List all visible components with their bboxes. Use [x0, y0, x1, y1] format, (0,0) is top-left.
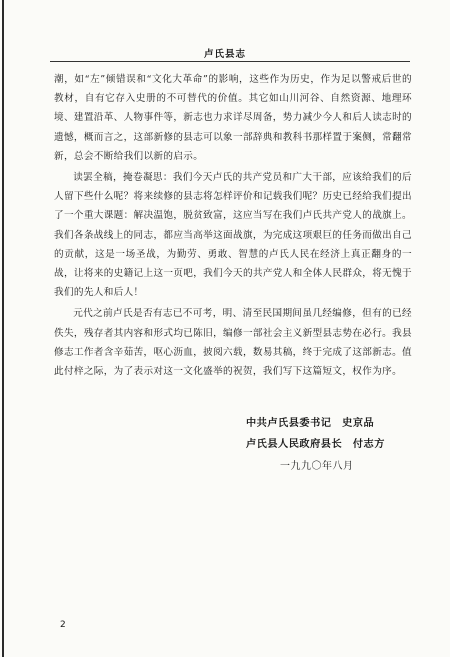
body-text	[54, 70, 412, 381]
page-number: 2	[60, 620, 66, 630]
paragraph-1: 潮，如“左”倾错误和“文化大革命”的影响，这些作为历史，作为足以警戒后世的教材，自有它存入史册的不可替代的价值。其它如山川河谷、自然资源、地理环境、建置沿革、人物事件等，新志也力求详尽周备，势力减少今人和后人读志时的遗憾，概而言之，这部新修的县志可以象一部辞典和教科书那样置于案侧，常翻常新，总会不断给我们以新的启示。	[54, 74, 412, 162]
signature-county-head: 卢氏县人民政府县长 付志方	[246, 438, 385, 450]
page-binding-edge	[2, 0, 4, 657]
paragraph-2: 读罢全稿，掩卷凝思：我们今天卢氏的共产党员和广大干部，应该给我们的后人留下些什么呢？将来续修的县志将怎样评价和记载我们呢？历史已经给我们提出了一个重大课题：解决温饱，脱贫致富，这应当写在我们卢氏共产党人的战旗上。我们各条战线上的同志，都应当高举这面战旗，为完成这项艰巨的任务而做出自己的贡献，这是一场圣战，为勤劳、勇敢、智慧的卢氏人民在经济上真正翻身的一战，让将来的史籍记上这一页吧，我们今天的共产党人和全体人民群众，将无愧于我们的先人和后人！	[54, 172, 412, 299]
header-rule	[50, 61, 410, 62]
running-header-title: 卢氏县志	[203, 49, 246, 60]
signature-date: 一九九〇年八月	[280, 461, 354, 472]
paragraph-3: 元代之前卢氏是否有志已不可考，明、清至民国期间虽几经编修，但有的已经佚失，残存者其内容和形式均已陈旧，编修一部社会主义新型县志势在必行。我县修志工作者含辛茹苦，呕心沥血，披阅六载，数易其稿，终于完成了这部新志。值此付梓之际，为了表示对这一文化盛举的祝贺，我们写下这篇短文，权作为序。	[54, 308, 412, 378]
signature-party-secretary: 中共卢氏县委书记 史京品	[246, 417, 375, 429]
